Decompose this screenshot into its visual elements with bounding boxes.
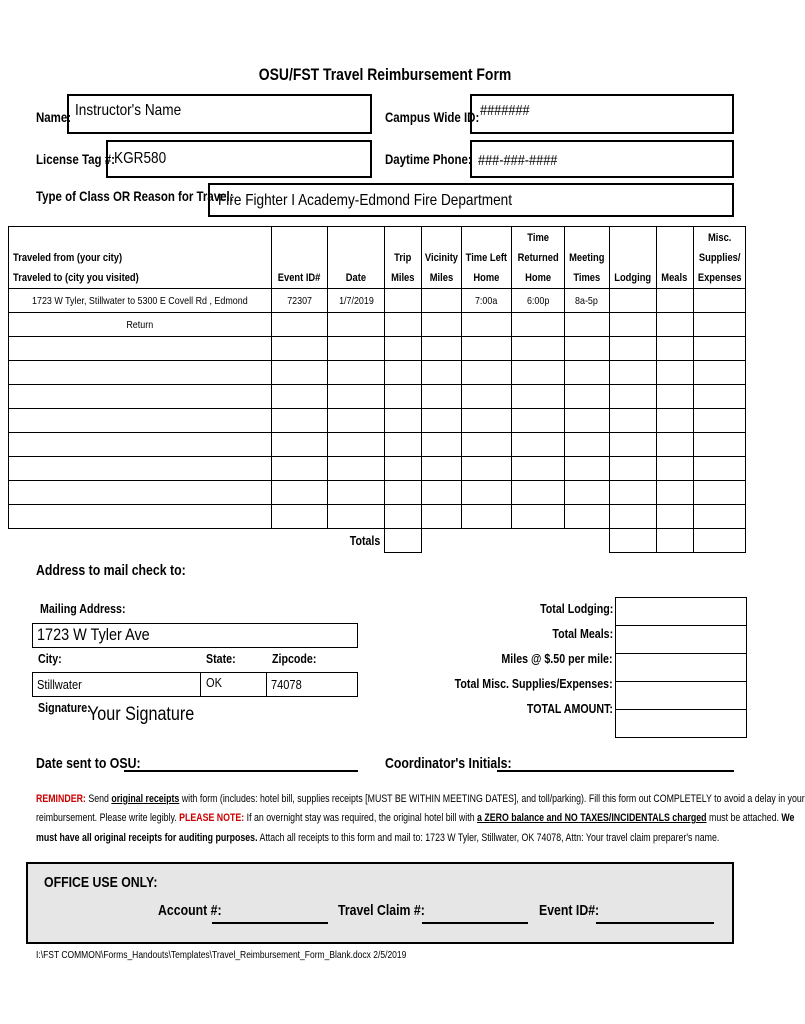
signature-value[interactable]: Your Signature bbox=[88, 704, 195, 725]
header-route: Traveled from (your city) Traveled to (city you visited) bbox=[9, 227, 272, 289]
office-use-heading: OFFICE USE ONLY: bbox=[44, 874, 158, 891]
total-misc-field[interactable] bbox=[616, 682, 747, 710]
row-meeting-times: 8a-5p bbox=[575, 294, 599, 307]
table-row[interactable] bbox=[9, 409, 746, 433]
table-row[interactable] bbox=[9, 313, 746, 337]
reminder-line-2: reimbursement. Please write legibly. PLEASE NOTE: If an overnight stay was required, the original hotel bill with a ZERO balance and NO TAXES/INCIDENTALS charged must be attached. We bbox=[36, 812, 795, 824]
state-label: State: bbox=[206, 651, 236, 666]
header-vicinity-miles: Vicinity Miles bbox=[422, 227, 462, 289]
row-meals[interactable] bbox=[656, 289, 693, 313]
reminder-line-3: must have all original receipts for auditing purposes. Attach all receipts to this form and mail to: 1723 W Tyler, Stillwater, OK 74078, Attn: Your travel claim preparer's name. bbox=[36, 832, 720, 844]
table-row[interactable] bbox=[9, 361, 746, 385]
row-date: 1/7/2019 bbox=[338, 294, 374, 307]
state-value: OK bbox=[206, 675, 222, 690]
total-trip-miles[interactable] bbox=[385, 529, 422, 553]
header-time-left: Time Left Home bbox=[462, 227, 512, 289]
phone-value: ###-###-#### bbox=[478, 152, 558, 169]
summary-boxes bbox=[615, 597, 747, 738]
city-state-zip-fields[interactable] bbox=[32, 672, 358, 697]
name-value: Instructor's Name bbox=[75, 102, 182, 119]
account-line[interactable] bbox=[212, 922, 328, 924]
row-time-returned: 6:00p bbox=[526, 294, 549, 307]
coordinator-label: Coordinator's Initials: bbox=[385, 755, 512, 772]
total-meals-label: Total Meals: bbox=[552, 626, 613, 641]
account-label: Account #: bbox=[158, 902, 222, 919]
license-value: KGR580 bbox=[114, 150, 167, 167]
total-misc[interactable] bbox=[693, 529, 745, 553]
total-amount-field[interactable] bbox=[616, 710, 747, 738]
reminder-line-1: REMINDER: Send original receipts with form (includes: hotel bill, supplies receipts [MUST BE WITHIN MEETING DATES], and toll/parking). Fill this form out COMPLETELY to avoid a delay in your bbox=[36, 793, 805, 805]
zipcode-label: Zipcode: bbox=[272, 651, 317, 666]
travel-claim-line[interactable] bbox=[422, 922, 528, 924]
travel-table bbox=[8, 226, 746, 553]
table-row[interactable] bbox=[9, 289, 746, 313]
mail-heading: Address to mail check to: bbox=[36, 562, 186, 579]
campus-id-label: Campus Wide ID: bbox=[385, 109, 480, 125]
total-misc-label: Total Misc. Supplies/Expenses: bbox=[455, 676, 613, 691]
date-sent-line[interactable] bbox=[124, 770, 358, 772]
reason-label: Type of Class OR Reason for Travel: bbox=[36, 188, 234, 204]
table-row[interactable] bbox=[9, 505, 746, 529]
table-row[interactable] bbox=[9, 481, 746, 505]
header-trip-miles: Trip Miles bbox=[385, 227, 422, 289]
total-lodging-field[interactable] bbox=[616, 598, 747, 626]
name-field[interactable] bbox=[67, 94, 372, 134]
phone-field[interactable] bbox=[470, 140, 734, 178]
total-meals-field[interactable] bbox=[616, 626, 747, 654]
address-value: 1723 W Tyler Ave bbox=[37, 625, 150, 644]
header-event-id: Event ID# bbox=[272, 227, 328, 289]
row-time-left: 7:00a bbox=[475, 294, 498, 307]
header-meals: Meals bbox=[656, 227, 693, 289]
row-event-id: 72307 bbox=[287, 294, 312, 307]
totals-row bbox=[9, 529, 746, 553]
row-lodging[interactable] bbox=[609, 289, 656, 313]
reason-value: Fire Fighter I Academy-Edmond Fire Department bbox=[218, 192, 513, 209]
header-lodging: Lodging bbox=[609, 227, 656, 289]
table-row[interactable] bbox=[9, 385, 746, 409]
reason-field[interactable] bbox=[208, 183, 734, 217]
header-date: Date bbox=[328, 227, 385, 289]
row-route: Return bbox=[126, 318, 154, 331]
zipcode-value: 74078 bbox=[271, 677, 302, 692]
license-label: License Tag #: bbox=[36, 151, 115, 167]
mailing-address-label: Mailing Address: bbox=[40, 601, 126, 616]
office-use-box bbox=[26, 862, 734, 944]
total-lodging-label: Total Lodging: bbox=[539, 601, 613, 616]
total-lodging[interactable] bbox=[609, 529, 656, 553]
miles-label: Miles @ $.50 per mile: bbox=[501, 651, 613, 666]
table-header-row bbox=[9, 227, 746, 289]
license-field[interactable] bbox=[106, 140, 372, 178]
page-title: OSU/FST Travel Reimbursement Form bbox=[258, 65, 512, 84]
row-trip-miles[interactable] bbox=[385, 289, 422, 313]
row-route: 1723 W Tyler, Stillwater to 5300 E Covell Rd , Edmond bbox=[32, 294, 248, 307]
coordinator-line[interactable] bbox=[497, 770, 734, 772]
table-row[interactable] bbox=[9, 457, 746, 481]
travel-claim-label: Travel Claim #: bbox=[338, 902, 425, 919]
signature-label: Signature: bbox=[38, 700, 91, 715]
header-meeting-times: Meeting Times bbox=[564, 227, 609, 289]
file-path: I:\FST COMMON\Forms_Handouts\Templates\Travel_Reimbursement_Form_Blank.docx 2/5/2019 bbox=[36, 950, 407, 961]
campus-id-field[interactable] bbox=[470, 94, 734, 134]
table-row[interactable] bbox=[9, 337, 746, 361]
total-amount-label: TOTAL AMOUNT: bbox=[526, 701, 613, 716]
campus-id-value: ####### bbox=[480, 102, 530, 119]
miles-field[interactable] bbox=[616, 654, 747, 682]
row-misc[interactable] bbox=[693, 289, 745, 313]
totals-label: Totals bbox=[349, 533, 380, 549]
table-row[interactable] bbox=[9, 433, 746, 457]
total-meals[interactable] bbox=[656, 529, 693, 553]
date-sent-label: Date sent to OSU: bbox=[36, 755, 141, 772]
address-field[interactable] bbox=[32, 623, 358, 648]
city-label: City: bbox=[38, 651, 62, 666]
row-vicinity-miles[interactable] bbox=[422, 289, 462, 313]
city-value: Stillwater bbox=[37, 677, 82, 692]
phone-label: Daytime Phone: bbox=[385, 151, 472, 167]
event-id-label: Event ID#: bbox=[539, 902, 600, 919]
header-time-returned: Time Returned Home bbox=[511, 227, 564, 289]
name-label: Name: bbox=[36, 109, 72, 125]
header-misc: Misc. Supplies/ Expenses bbox=[693, 227, 745, 289]
event-id-line[interactable] bbox=[596, 922, 714, 924]
